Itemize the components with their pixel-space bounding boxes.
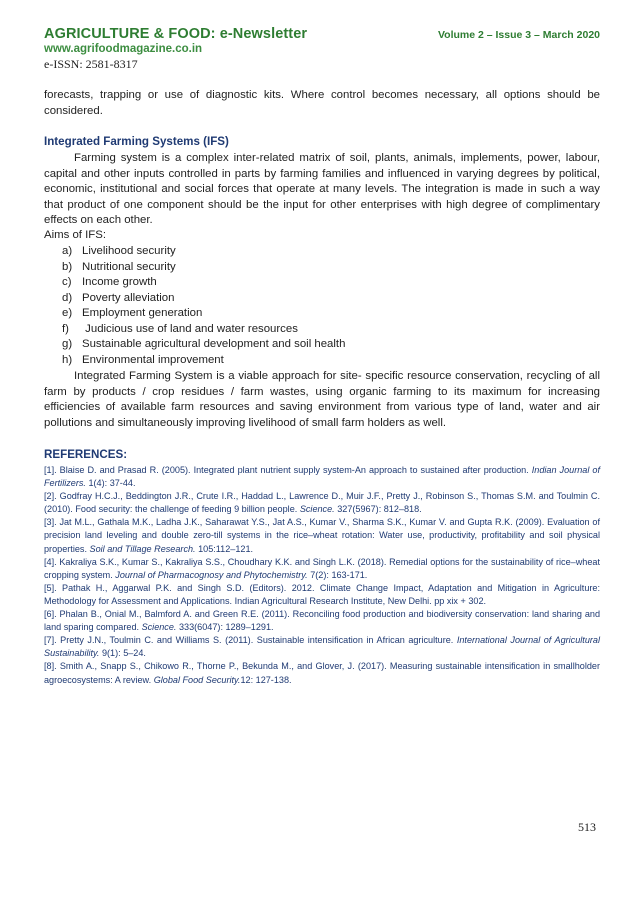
aim-item [44,291,600,307]
intro-continuation: forecasts, trapping or use of diagnostic kits. Where control becomes necessary, all options should be considered. [44,89,600,117]
reference-item [44,608,600,634]
aim-item [44,322,600,338]
reference-text: [6]. Phalan B., Onial M., Balmford A. and Green R.E. (2011). Reconciling food production and biodiversity conservation: land sharing and land sparing compared. [44,609,600,633]
reference-item [44,634,600,660]
aim-marker: g) [62,338,73,350]
reference-text: [3]. Jat M.L., Gathala M.K., Ladha J.K., Saharawat Y.S., Jat A.S., Kumar V., Sharma S.K., Kumar V. and Gupta R.K. (2009). Evaluation of precision land leveling and double zero-till systems in the rice–wheat rotation: Water use, productivity, profitability and soil physical properties. [44,517,600,554]
aim-marker: c) [62,276,72,288]
reference-journal: International Journal of Agricultural Sustainability. [44,635,600,659]
references-list [44,464,600,687]
ifs-paragraph-1: Farming system is a complex inter-related matrix of soil, plants, animals, implements, power, labour, capital and other inputs controlled in parts by farming families and influenced in varying degrees by political, economic, institutional and social forces that operate at many levels. The integration is made in such a way that product of one component should be the input for other enterprises with high degree of complimentary effects on each other. [44,152,600,226]
reference-text: [5]. Pathak H., Aggarwal P.K. and Singh S.D. (Editors). 2012. Climate Change Impact, Adaptation and Mitigation in Agriculture: Methodology for Assessment and Applications. Indian Agricultural Research Institute, New Delhi. pp xix + 302. [44,582,600,606]
reference-text: [8]. Smith A., Snapp S., Chikowo R., Thorne P., Bekunda M., and Glover, J. (2017). Measuring sustainable intensification in smallholder agroecosystems: A review. [44,661,600,685]
aim-text: Environmental improvement [82,353,224,366]
reference-item [44,660,600,686]
aim-text: Employment generation [82,307,203,319]
reference-item [44,464,600,490]
aim-item [44,260,600,276]
aims-list [44,244,600,368]
reference-journal: Science. [141,622,177,633]
reference-volume: 327(5967): 812–818. [334,504,422,515]
reference-volume: 333(6047): 1289–1291. [176,622,274,633]
reference-text: [7]. Pretty J.N., Toulmin C. and Williams S. (2011). Sustainable intensification in African agriculture. [44,635,457,646]
reference-volume: 1(4): 37-44. [85,478,136,489]
aim-marker: b) [62,260,73,273]
aim-item [44,306,600,322]
ifs-heading: Integrated Farming Systems (IFS) [44,135,229,148]
aim-text: Nutritional security [82,260,176,273]
issn-number: e-ISSN: 2581-8317 [44,57,138,71]
website-link[interactable]: www.agrifoodmagazine.co.in [44,43,203,55]
aim-text: Income growth [82,276,157,288]
aim-item [44,353,600,369]
aim-marker: h) [62,353,73,366]
reference-item [44,556,600,582]
reference-item [44,516,600,555]
aim-marker: d) [62,291,73,304]
aim-marker: e) [62,307,73,319]
reference-text: [4]. Kakraliya S.K., Kumar S., Kakraliya S.S., Choudhary K.K. and Singh L.K. (2018). Remedial options for the sustainability of rice–wheat cropping system. [44,556,600,580]
issue-info: Volume 2 – Issue 3 – March 2020 [437,29,600,41]
reference-volume: 12: 127-138. [240,674,292,685]
aim-text: Poverty alleviation [82,291,175,304]
reference-journal: Global Food Security. [153,674,241,685]
aim-text: Livelihood security [82,245,176,257]
reference-text: [2]. Godfray H.C.J., Beddington J.R., Crute I.R., Haddad L., Lawrence D., Muir J.F., Pretty J., Robinson S., Thomas S.M. and Toulmin C. (2010). Food security: the challenge of feeding 9 billion people. [44,491,600,515]
aim-marker: a) [62,245,73,257]
reference-item [44,582,600,608]
aim-text: Sustainable agricultural development and soil health [82,338,346,350]
reference-journal: Indian Journal of Fertilizers. [44,465,600,489]
reference-journal: Soil and Tillage Research. [89,543,196,554]
aims-label: Aims of IFS: [44,229,107,241]
reference-item [44,490,600,516]
reference-journal: Journal of Pharmacognosy and Phytochemistry. [115,569,308,580]
ifs-paragraph-2: Integrated Farming System is a viable approach for site- specific resource conservation, recycling of all farm by products / crop residues / farm wastes, using organic farming to its maximum for increasing efficiencies of available farm resources and saving environment from various type of land, water and air pollutions and simultaneously improving livelihood of small farm holders as well. [44,370,600,429]
aim-item [44,337,600,353]
reference-journal: Science. [299,504,335,515]
page-number: 513 [578,820,596,834]
aim-text: Judicious use of land and water resources [82,322,298,335]
aim-item [44,275,600,291]
reference-volume: 7(2): 163-171. [307,569,368,580]
aim-marker: f) [62,322,69,335]
newsletter-header [44,26,600,42]
aim-item [44,244,600,260]
newsletter-title: AGRICULTURE & FOOD: e-Newsletter [44,26,308,42]
reference-volume: 105:112–121. [195,543,254,554]
reference-volume: 9(1): 5–24. [99,648,146,659]
references-heading: REFERENCES: [44,448,128,461]
reference-text: [1]. Blaise D. and Prasad R. (2005). Integrated plant nutrient supply system-An approach to sustained after production. [44,465,532,475]
